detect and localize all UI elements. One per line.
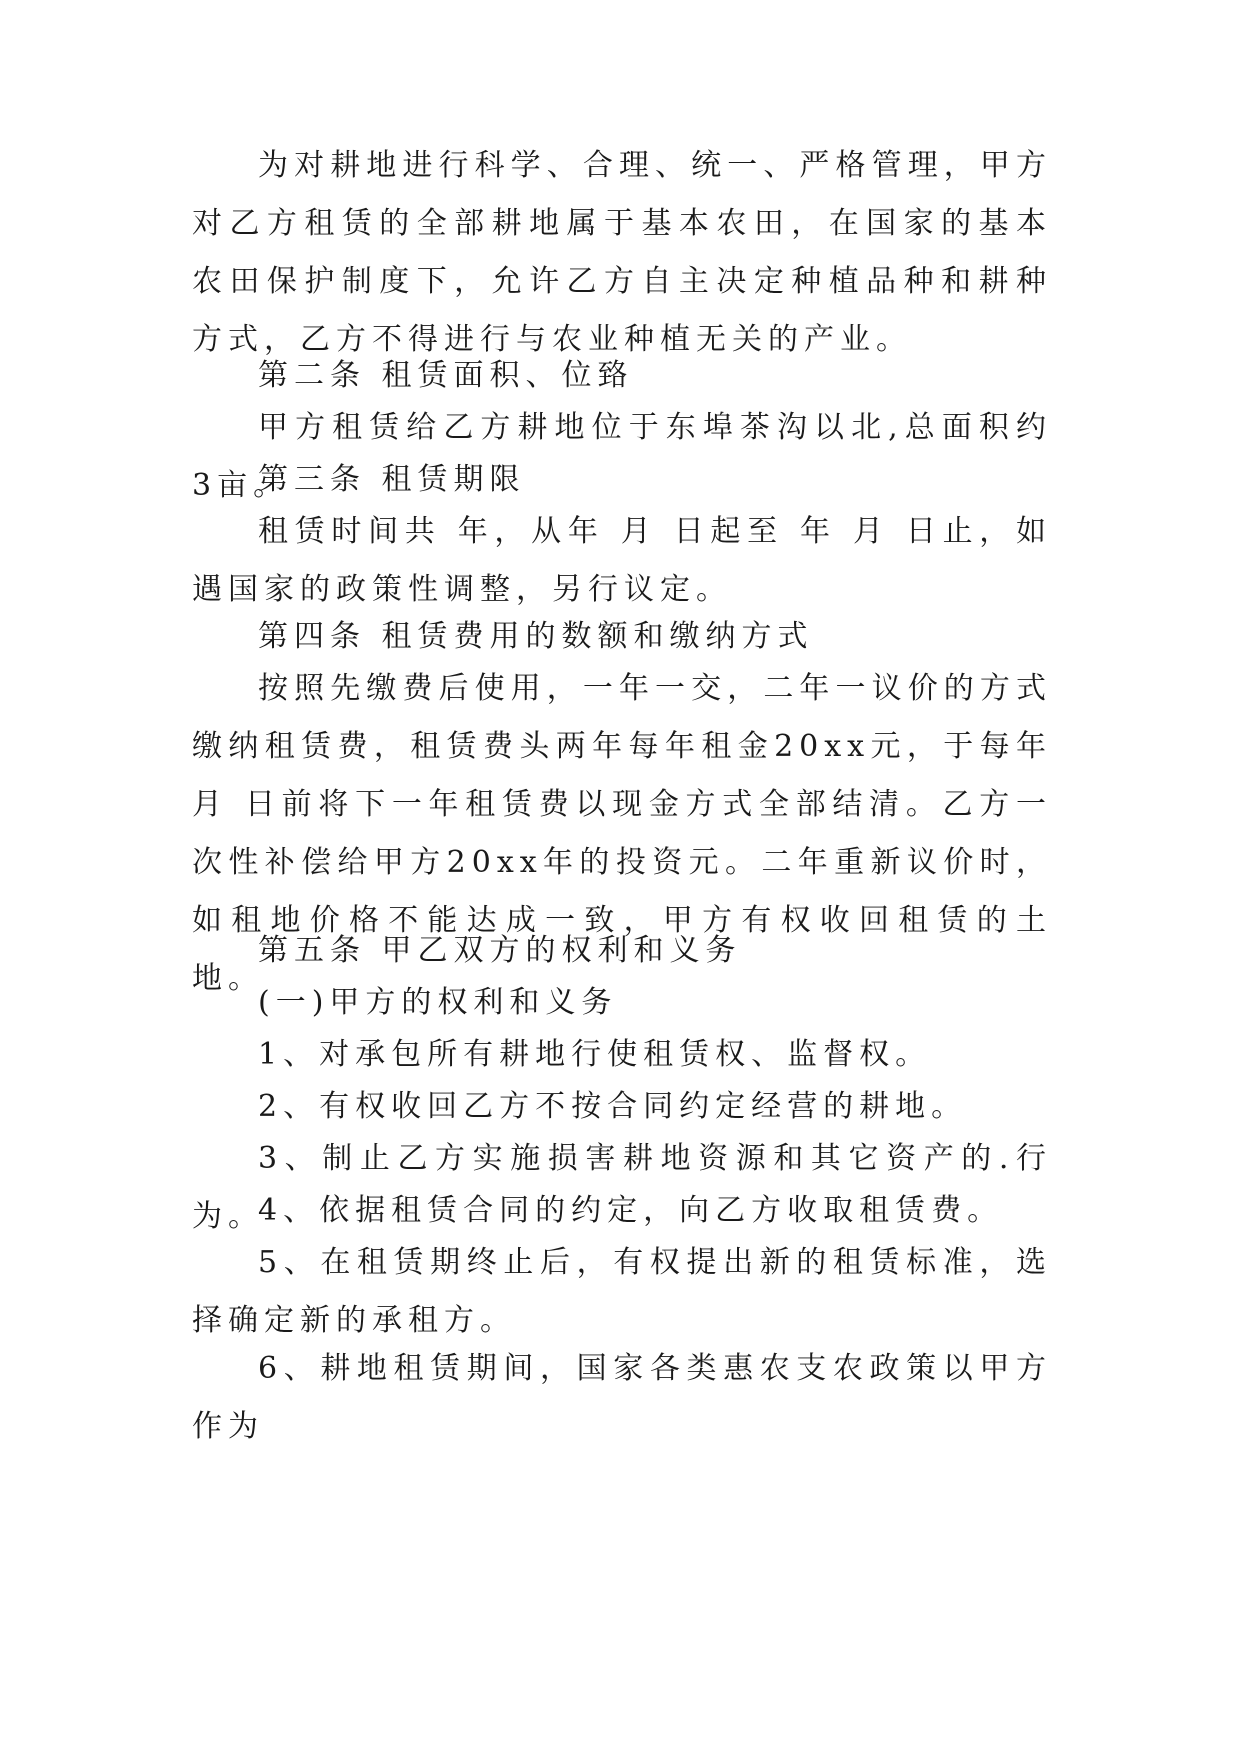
list-item-3: 3、制止乙方实施损害耕地资源和其它资产的.行为。 [192,1141,1052,1234]
paragraph-lease-fee: 按照先缴费后使用，一年一交，二年一议价的方式缴纳租赁费，租赁费头两年每年租金20xx元，于每年 月 日前将下一年租赁费以现金方式全部结清。乙方一次性补偿给甲方20xx年的投资元。二年重新议价时，如租地价格不能达成一致，甲方有权收回租赁的土地。 [192,671,1052,996]
heading-article-2: 第二条 租赁面积、位臵 [258,358,634,393]
list-item-6: 6、耕地租赁期间，国家各类惠农支农政策以甲方作为 [192,1351,1052,1444]
paragraph-lease-area: 甲方租赁给乙方耕地位于东埠茶沟以北,总面积约3亩。 [192,410,1052,503]
heading-article-4: 第四条 租赁费用的数额和缴纳方式 [258,619,814,654]
list-item-5: 5、在租赁期终止后，有权提出新的租赁标准，选择确定新的承租方。 [192,1245,1052,1338]
heading-article-5: 第五条 甲乙双方的权利和义务 [258,933,742,968]
paragraph-land-management: 为对耕地进行科学、合理、统一、严格管理，甲方对乙方租赁的全部耕地属于基本农田，在国家的基本农田保护制度下，允许乙方自主决定种植品种和耕种方式，乙方不得进行与农业种植无关的产业。 [192,148,1052,357]
heading-article-3: 第三条 租赁期限 [258,462,526,497]
list-item-1: 1、对承包所有耕地行使租赁权、监督权。 [258,1037,932,1072]
subheading-party-a-rights: (一)甲方的权利和义务 [258,985,618,1020]
list-item-4: 4、依据租赁合同的约定，向乙方收取租赁费。 [258,1193,1004,1228]
paragraph-lease-term: 租赁时间共 年，从年 月 日起至 年 月 日止，如遇国家的政策性调整，另行议定。 [192,514,1052,607]
list-item-2: 2、有权收回乙方不按合同约定经营的耕地。 [258,1089,968,1124]
